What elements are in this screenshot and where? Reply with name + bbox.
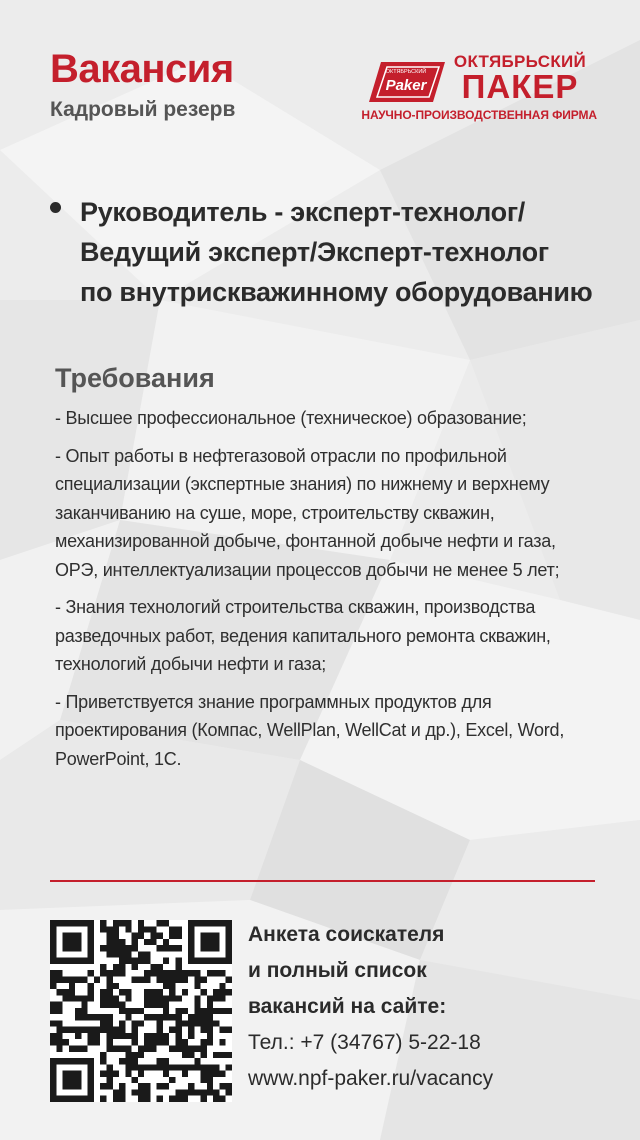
requirement-line: механизированной добыче, фонтанной добыче нефти и газа, bbox=[55, 531, 556, 551]
requirement-line: - Приветствуется знание программных продуктов для bbox=[55, 691, 492, 712]
requirement-item bbox=[55, 404, 615, 433]
divider bbox=[50, 880, 595, 882]
requirement-line: - Высшее профессиональное (техническое) образование; bbox=[55, 408, 527, 428]
contact-caption bbox=[248, 917, 608, 1025]
requirement-line: - Знания технологий строительства скважин, производства bbox=[55, 597, 536, 617]
page-title: Вакансия bbox=[50, 47, 234, 91]
requirement-line: специализации (экспертные знания) по нижнему и верхнему bbox=[55, 474, 550, 494]
requirements-heading: Требования bbox=[55, 363, 215, 393]
bullet-icon bbox=[50, 202, 61, 213]
contact-block bbox=[248, 917, 608, 1097]
position-title-line: Ведущий эксперт/Эксперт-технолог bbox=[80, 237, 549, 267]
requirement-line: ОРЭ, интеллектуализации процессов добычи не менее 5 лет; bbox=[55, 559, 560, 580]
company-logo bbox=[347, 50, 597, 126]
logo-emblem-small: ОКТЯБРЬСКИЙ bbox=[385, 69, 427, 75]
contact-website-link[interactable]: www.npf-paker.ru/vacancy bbox=[248, 1067, 494, 1090]
requirement-item bbox=[55, 442, 615, 585]
requirement-line: заканчиванию на суше, море, строительству скважин, bbox=[55, 502, 495, 523]
contact-caption-line: Анкета соискателя bbox=[248, 923, 445, 946]
logo-emblem-text: Paker bbox=[385, 77, 427, 94]
requirement-item bbox=[55, 593, 615, 679]
requirement-line: технологий добычи нефти и газа; bbox=[55, 654, 327, 674]
requirements-list bbox=[55, 404, 615, 782]
logo-line-main: ПАКЕР bbox=[461, 68, 579, 105]
contact-caption-line: вакансий на сайте: bbox=[248, 995, 447, 1018]
logo-line-bottom: НАУЧНО-ПРОИЗВОДСТВЕННАЯ ФИРМА bbox=[361, 108, 597, 122]
position-title-line: по внутрискважинному оборудованию bbox=[80, 277, 593, 307]
requirement-line: - Опыт работы в нефтегазовой отрасли по профильной bbox=[55, 445, 507, 466]
requirement-line: разведочных работ, ведения капитального ремонта скважин, bbox=[55, 625, 551, 646]
contact-phone[interactable]: Тел.: +7 (34767) 5-22-18 bbox=[248, 1031, 481, 1054]
qr-code[interactable] bbox=[50, 920, 232, 1102]
requirement-item bbox=[55, 688, 615, 774]
position-title bbox=[80, 192, 620, 312]
logo-line-top: ОКТЯБРЬСКИЙ bbox=[453, 52, 587, 71]
requirement-line: проектирования (Компас, WellPlan, WellCat и др.), Excel, Word, bbox=[55, 720, 565, 740]
requirement-line: PowerPoint, 1C. bbox=[55, 748, 182, 769]
page-subtitle: Кадровый резерв bbox=[50, 98, 236, 121]
contact-caption-line: и полный список bbox=[248, 959, 427, 982]
logo-emblem-icon bbox=[367, 58, 447, 106]
position-title-line: Руководитель - эксперт-технолог/ bbox=[80, 197, 525, 227]
